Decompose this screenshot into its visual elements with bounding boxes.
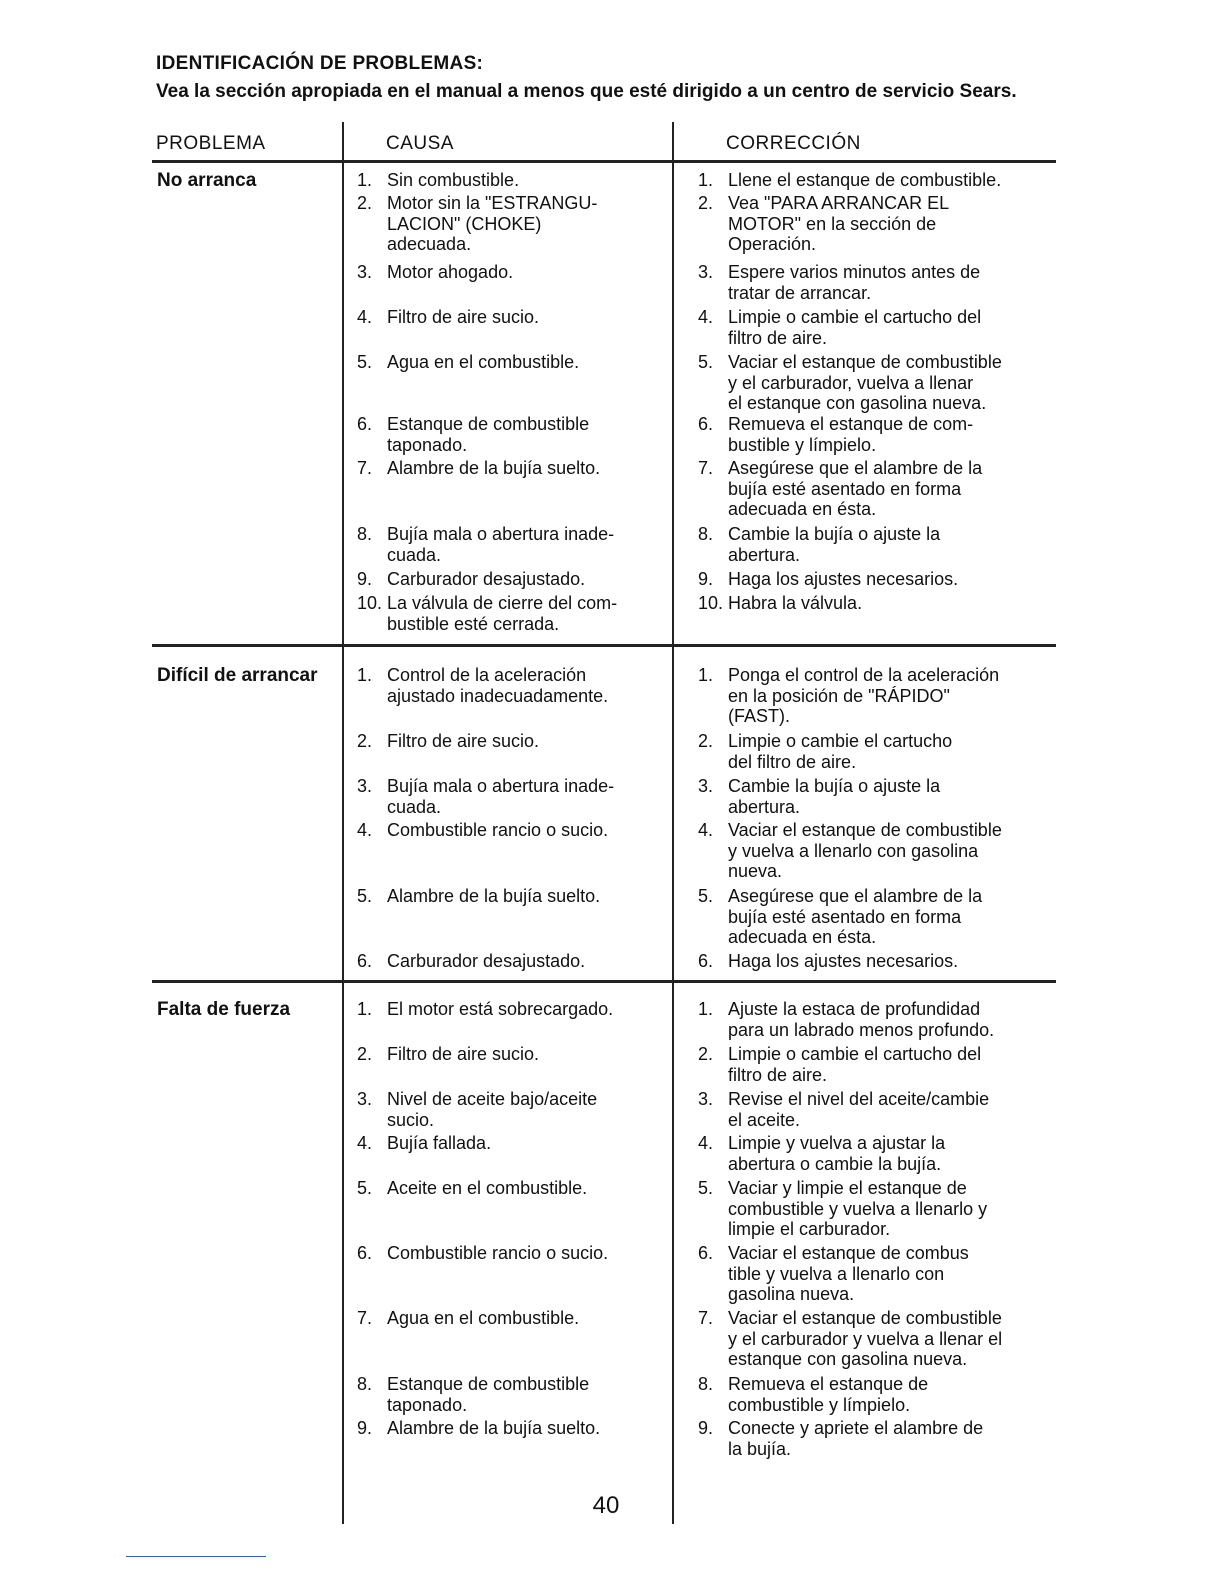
page-header bbox=[156, 52, 1056, 102]
cause-item: 2. Filtro de aire sucio. bbox=[357, 731, 540, 751]
cause-item: 6. Estanque de combustible taponado. bbox=[357, 414, 590, 455]
correction-item: 7. Asegúrese que el alambre de la bujía esté asentado en forma adecuada en ésta. bbox=[698, 458, 983, 519]
column-divider-right bbox=[672, 122, 674, 1524]
correction-item: 8. Remueva el estanque de combustible y límpielo. bbox=[698, 1374, 929, 1415]
correction-item: 9. Haga los ajustes necesarios. bbox=[698, 569, 959, 589]
cause-item: 5. Agua en el combustible. bbox=[357, 352, 580, 372]
correction-item: 7. Vaciar el estanque de combustible y el carburador y vuelva a llenar el estanque con gasolina nueva. bbox=[698, 1308, 1003, 1369]
correction-item: 4. Limpie y vuelva a ajustar la abertura o cambie la bujía. bbox=[698, 1133, 946, 1174]
cause-item: 8. Bujía mala o abertura inade- cuada. bbox=[357, 524, 615, 565]
page-number bbox=[0, 1492, 1224, 1520]
cause-item: 2. Motor sin la "ESTRANGU- LACION" (CHOKE) adecuada. bbox=[357, 193, 598, 254]
cause-item: 2. Filtro de aire sucio. bbox=[357, 1044, 540, 1064]
correction-item: 5. Vaciar y limpie el estanque de combustible y vuelva a llenarlo y limpie el carburador. bbox=[698, 1178, 988, 1239]
cause-item: 4. Bujía fallada. bbox=[357, 1133, 492, 1153]
correction-item: 1. Ajuste la estaca de profundidad para un labrado menos profundo. bbox=[698, 999, 995, 1040]
cause-item: 5. Alambre de la bujía suelto. bbox=[357, 886, 601, 906]
column-header-problem: PROBLEMA bbox=[156, 133, 266, 154]
footer-line bbox=[126, 1556, 266, 1557]
page-title: IDENTIFICACIÓN DE PROBLEMAS: bbox=[156, 53, 484, 74]
correction-item: 2. Vea "PARA ARRANCAR EL MOTOR" en la sección de Operación. bbox=[698, 193, 950, 254]
correction-item: 6. Vaciar el estanque de combus tible y vuelva a llenarlo con gasolina nueva. bbox=[698, 1243, 969, 1304]
correction-item: 10. Habra la válvula. bbox=[698, 593, 863, 613]
correction-item: 3. Cambie la bujía o ajuste la abertura. bbox=[698, 776, 941, 817]
cause-item: 5. Aceite en el combustible. bbox=[357, 1178, 588, 1198]
cause-item: 4. Combustible rancio o sucio. bbox=[357, 820, 609, 840]
correction-item: 1. Llene el estanque de combustible. bbox=[698, 170, 1002, 190]
cause-item: 7. Agua en el combustible. bbox=[357, 1308, 580, 1328]
cause-item: 1. Sin combustible. bbox=[357, 170, 520, 190]
cause-item: 8. Estanque de combustible taponado. bbox=[357, 1374, 590, 1415]
cause-item: 9. Carburador desajustado. bbox=[357, 569, 586, 589]
correction-item: 2. Limpie o cambie el cartucho del filtro de aire. bbox=[698, 731, 953, 772]
cause-item: 10. La válvula de cierre del com- bustible esté cerrada. bbox=[357, 593, 618, 634]
correction-item: 1. Ponga el control de la aceleración en la posición de "RÁPIDO" (FAST). bbox=[698, 665, 1000, 726]
problem-label: Difícil de arrancar bbox=[157, 665, 318, 686]
cause-item: 3. Nivel de aceite bajo/aceite sucio. bbox=[357, 1089, 598, 1130]
correction-item: 4. Limpie o cambie el cartucho del filtro de aire. bbox=[698, 307, 982, 348]
section-rule bbox=[152, 644, 1056, 647]
section-rule bbox=[152, 980, 1056, 983]
correction-item: 9. Conecte y apriete el alambre de la bujía. bbox=[698, 1418, 984, 1459]
cause-item: 4. Filtro de aire sucio. bbox=[357, 307, 540, 327]
correction-item: 4. Vaciar el estanque de combustible y vuelva a llenarlo con gasolina nueva. bbox=[698, 820, 1002, 881]
cause-item: 9. Alambre de la bujía suelto. bbox=[357, 1418, 601, 1438]
column-divider-left bbox=[342, 122, 344, 1524]
cause-item: 7. Alambre de la bujía suelto. bbox=[357, 458, 601, 478]
cause-item: 6. Combustible rancio o sucio. bbox=[357, 1243, 609, 1263]
problem-label: No arranca bbox=[157, 170, 257, 191]
column-header-correction: CORRECCIÓN bbox=[726, 133, 861, 154]
cause-item: 3. Bujía mala o abertura inade- cuada. bbox=[357, 776, 615, 817]
correction-item: 8. Cambie la bujía o ajuste la abertura. bbox=[698, 524, 941, 565]
correction-item: 3. Espere varios minutos antes de tratar de arrancar. bbox=[698, 262, 981, 303]
correction-item: 6. Remueva el estanque de com- bustible y límpielo. bbox=[698, 414, 974, 455]
column-header-cause: CAUSA bbox=[386, 133, 454, 154]
page-number-text: 40 bbox=[592, 1492, 620, 1519]
cause-item: 6. Carburador desajustado. bbox=[357, 951, 586, 971]
cause-item: 3. Motor ahogado. bbox=[357, 262, 514, 282]
cause-item: 1. Control de la aceleración ajustado inadecuadamente. bbox=[357, 665, 609, 706]
problem-label: Falta de fuerza bbox=[157, 999, 291, 1020]
correction-item: 6. Haga los ajustes necesarios. bbox=[698, 951, 959, 971]
header-rule bbox=[152, 160, 1056, 163]
page-subtitle: Vea la sección apropiada en el manual a menos que esté dirigido a un centro de servicio Sears. bbox=[156, 81, 1017, 102]
correction-item: 5. Vaciar el estanque de combustible y el carburador, vuelva a llenar el estanque con gasolina nueva. bbox=[698, 352, 1002, 413]
correction-item: 3. Revise el nivel del aceite/cambie el aceite. bbox=[698, 1089, 990, 1130]
correction-item: 2. Limpie o cambie el cartucho del filtro de aire. bbox=[698, 1044, 982, 1085]
correction-item: 5. Asegúrese que el alambre de la bujía esté asentado en forma adecuada en ésta. bbox=[698, 886, 983, 947]
cause-item: 1. El motor está sobrecargado. bbox=[357, 999, 614, 1019]
